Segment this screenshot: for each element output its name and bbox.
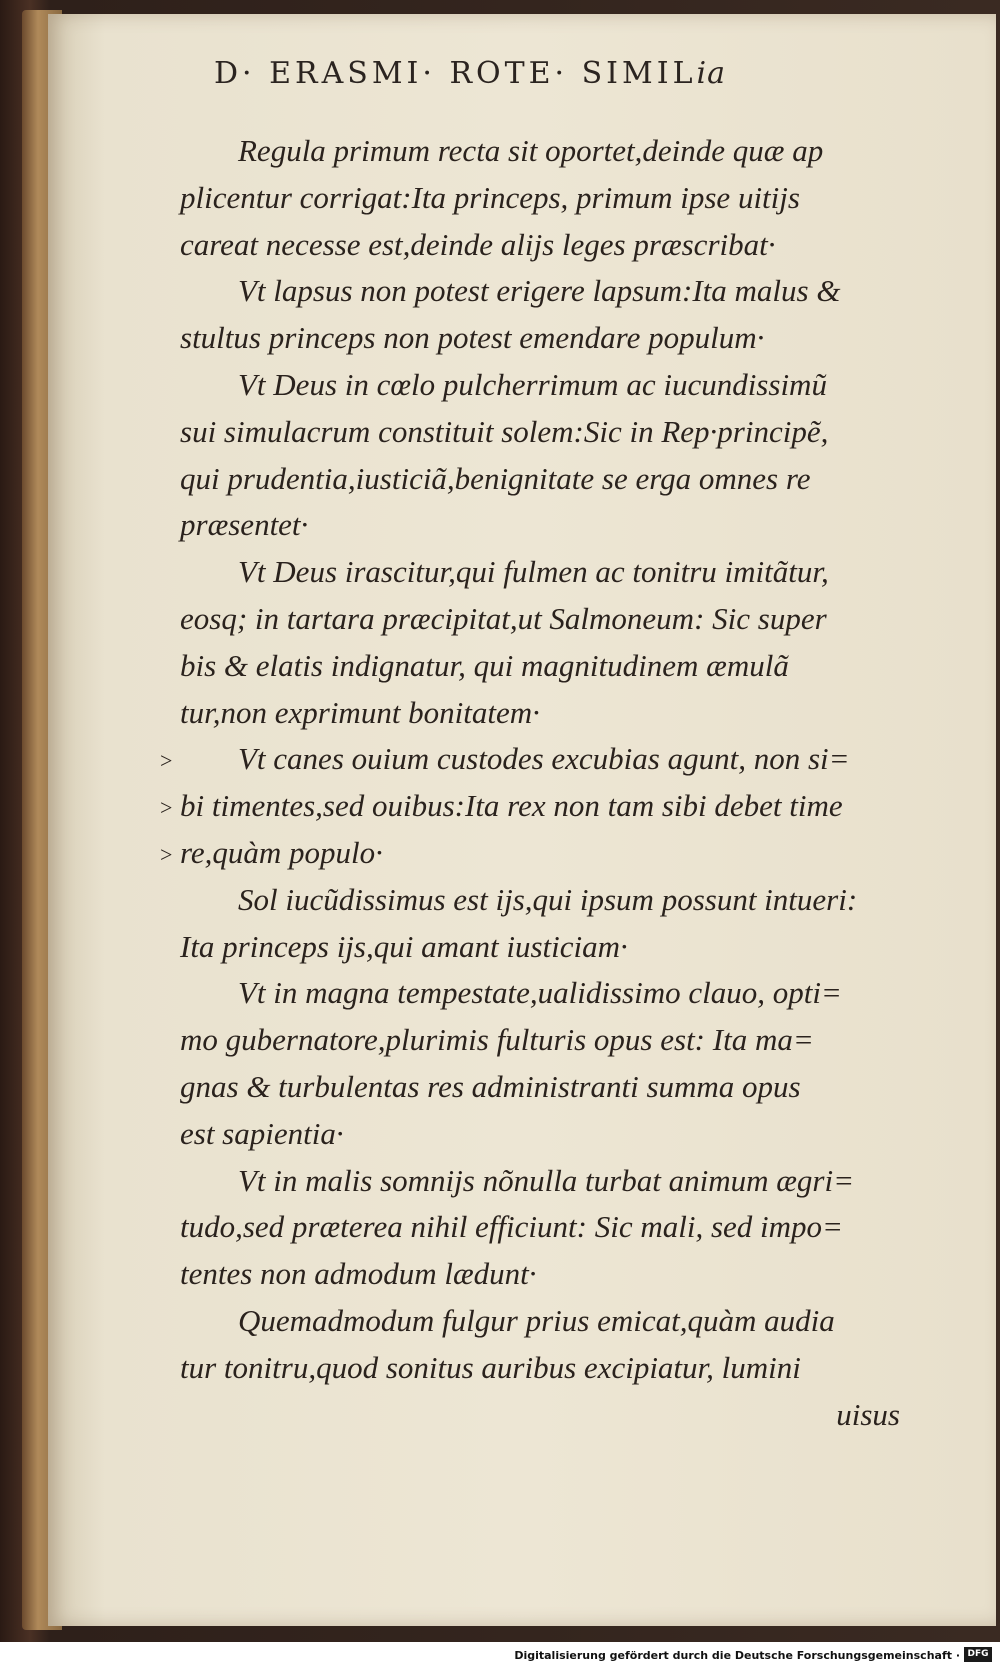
text-line: bi timentes,sed ouibus:Ita rex non tam sibi debet time (180, 788, 843, 824)
text-line: Quemadmodum fulgur prius emicat,quàm audia (238, 1302, 835, 1338)
text-line: qui prudentia,iusticiã,benignitate se erga omnes re (180, 460, 811, 496)
text-line: Ita princeps ijs,qui amant iusticiam· (180, 928, 628, 964)
text-line: tur tonitru,quod sonitus auribus excipiatur, lumini (180, 1349, 801, 1385)
text-line: Vt in magna tempestate,ualidissimo clauo, opti= (238, 975, 842, 1011)
text-line: Regula primum recta sit oportet,deinde quæ ap (238, 133, 824, 168)
text-line: tur,non exprimunt bonitatem· (180, 694, 540, 730)
text-line: stultus princeps non potest emendare populum· (180, 320, 765, 356)
text-line: Vt canes ouium custodes excubias agunt, non si= (238, 741, 850, 777)
text-line: careat necesse est,deinde alijs leges præscribat· (180, 226, 776, 262)
text-line: eosq; in tartara præcipitat,ut Salmoneum: Sic super (180, 600, 827, 636)
text-line: tentes non admodum lædunt· (180, 1256, 537, 1292)
text-line: plicentur corrigat:Ita princeps, primum ipse uitijs (180, 179, 800, 215)
catchword: uisus (836, 1396, 900, 1432)
text-line: tudo,sed præterea nihil efficiunt: Sic mali, sed impo= (180, 1209, 843, 1245)
text-line: Vt lapsus non potest erigere lapsum:Ita malus & (238, 273, 841, 309)
text-line: Vt Deus in cœlo pulcherrimum ac iucundissimũ (238, 366, 827, 402)
text-line: gnas & turbulentas res administranti summa opus (180, 1068, 801, 1104)
text-line: est sapientia· (180, 1115, 344, 1151)
text-line: bis & elatis indignatur, qui magnitudinem æmulã (180, 647, 789, 683)
margin-quote-mark: > (160, 795, 173, 820)
dfg-logo-icon: DFG (964, 1647, 992, 1662)
digitization-credit: Digitalisierung gefördert durch die Deutsche Forschungsgemeinschaft · (514, 1649, 960, 1662)
text-line: Sol iucũdissimus est ijs,qui ipsum possunt intueri: (238, 881, 858, 917)
text-line: Vt in malis somnijs nõnulla turbat animum ægri= (238, 1162, 855, 1198)
margin-quote-mark: > (160, 748, 173, 773)
text-line: sui simulacrum constituit solem:Sic in Rep·principẽ, (180, 413, 829, 449)
margin-quote-mark: > (160, 842, 173, 867)
body-text (180, 128, 910, 1438)
text-line: mo gubernatore,plurimis fulturis opus est: Ita ma= (180, 1022, 814, 1058)
text-line: præsentet· (180, 507, 309, 543)
running-head-tail: ia (696, 56, 727, 91)
text-line: re,quàm populo· (180, 834, 383, 870)
text-line: Vt Deus irascitur,qui fulmen ac tonitru imitãtur, (238, 554, 829, 590)
running-head-main: D· ERASMI· ROTE· SIMIL (214, 56, 697, 91)
running-head (214, 56, 726, 91)
